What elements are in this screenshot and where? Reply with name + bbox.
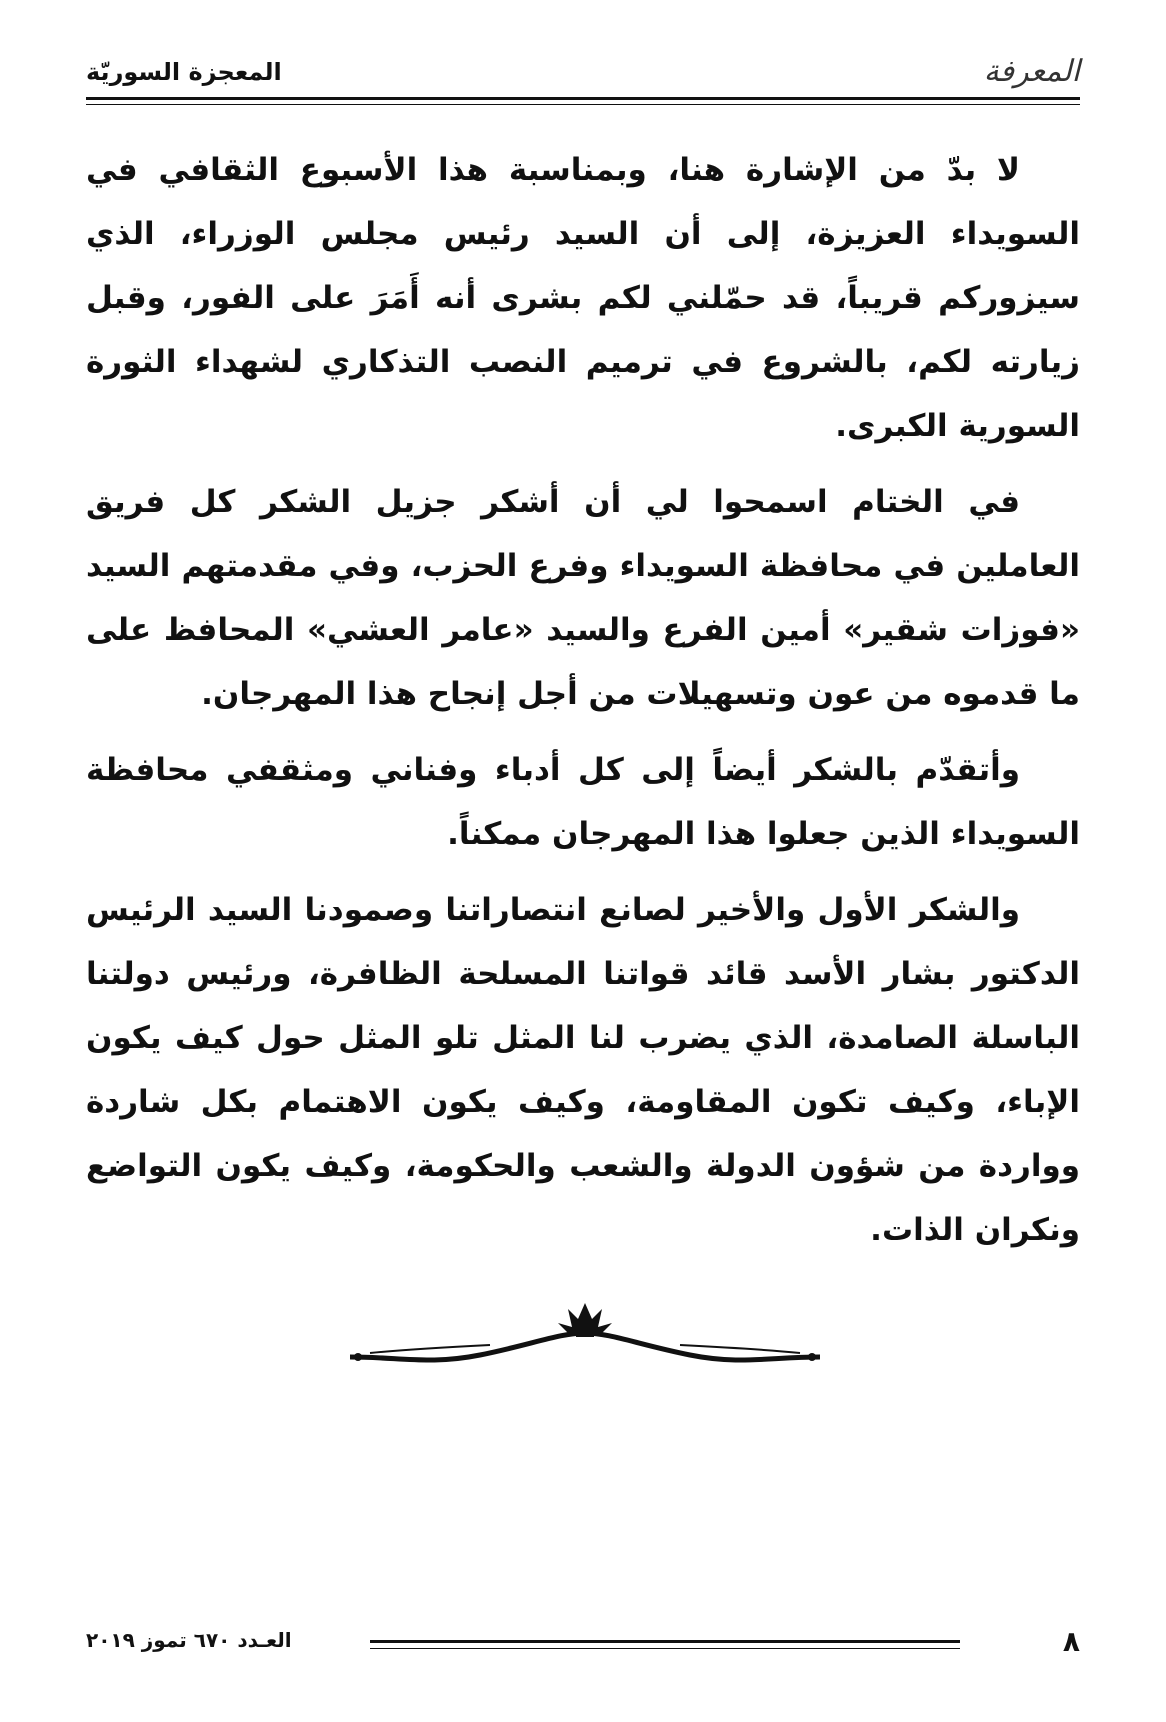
paragraph: لا بدّ من الإشارة هنا، وبمناسبة هذا الأسبوع الثقافي في السويداء العزيزة، إلى أن السيد رئيس مجلس الوزراء، الذي سيزوركم قريباً، قد حمّلني لكم بشرى أنه أَمَرَ على الفور، وقبل زيارته لكم، بالشروع في ترميم النصب التذكاري لشهداء الثورة السورية الكبرى.: [86, 152, 1080, 444]
paragraph: وأتقدّم بالشكر أيضاً إلى كل أدباء وفناني ومثقفي محافظة السويداء الذين جعلوا هذا المهرجان ممكناً.: [86, 752, 1080, 852]
header-divider: [86, 97, 1080, 100]
section-title: المعجزة السوريّة: [86, 58, 282, 86]
header-divider-thin: [86, 104, 1080, 105]
article-body: [86, 138, 1080, 1274]
footer-divider-thin: [370, 1648, 960, 1649]
page-number: ٨: [1062, 1625, 1080, 1658]
paragraph: والشكر الأول والأخير لصانع انتصاراتنا وصمودنا السيد الرئيس الدكتور بشار الأسد قائد قواتنا المسلحة الظافرة، ورئيس دولتنا الباسلة الصامدة، الذي يضرب لنا المثل تلو المثل حول كيف يكون الإباء، وكيف تكون المقاومة، وكيف يكون الاهتمام بكل شاردة وواردة من شؤون الدولة والشعب والحكومة، وكيف يكون التواضع ونكران الذات.: [86, 892, 1080, 1248]
magazine-logo: المعرفة: [983, 54, 1080, 89]
page-header: [86, 48, 1080, 98]
issue-info: العـدد ٦٧٠ تموز ٢٠١٩: [86, 1628, 292, 1652]
end-ornament: [340, 1295, 830, 1385]
paragraph: في الختام اسمحوا لي أن أشكر جزيل الشكر كل فريق العاملين في محافظة السويداء وفرع الحزب، وفي مقدمتهم السيد «فوزات شقير» أمين الفرع والسيد «عامر العشي» المحافظ على ما قدموه من عون وتسهيلات من أجل إنجاح هذا المهرجان.: [86, 484, 1080, 712]
footer-divider: [370, 1640, 960, 1643]
